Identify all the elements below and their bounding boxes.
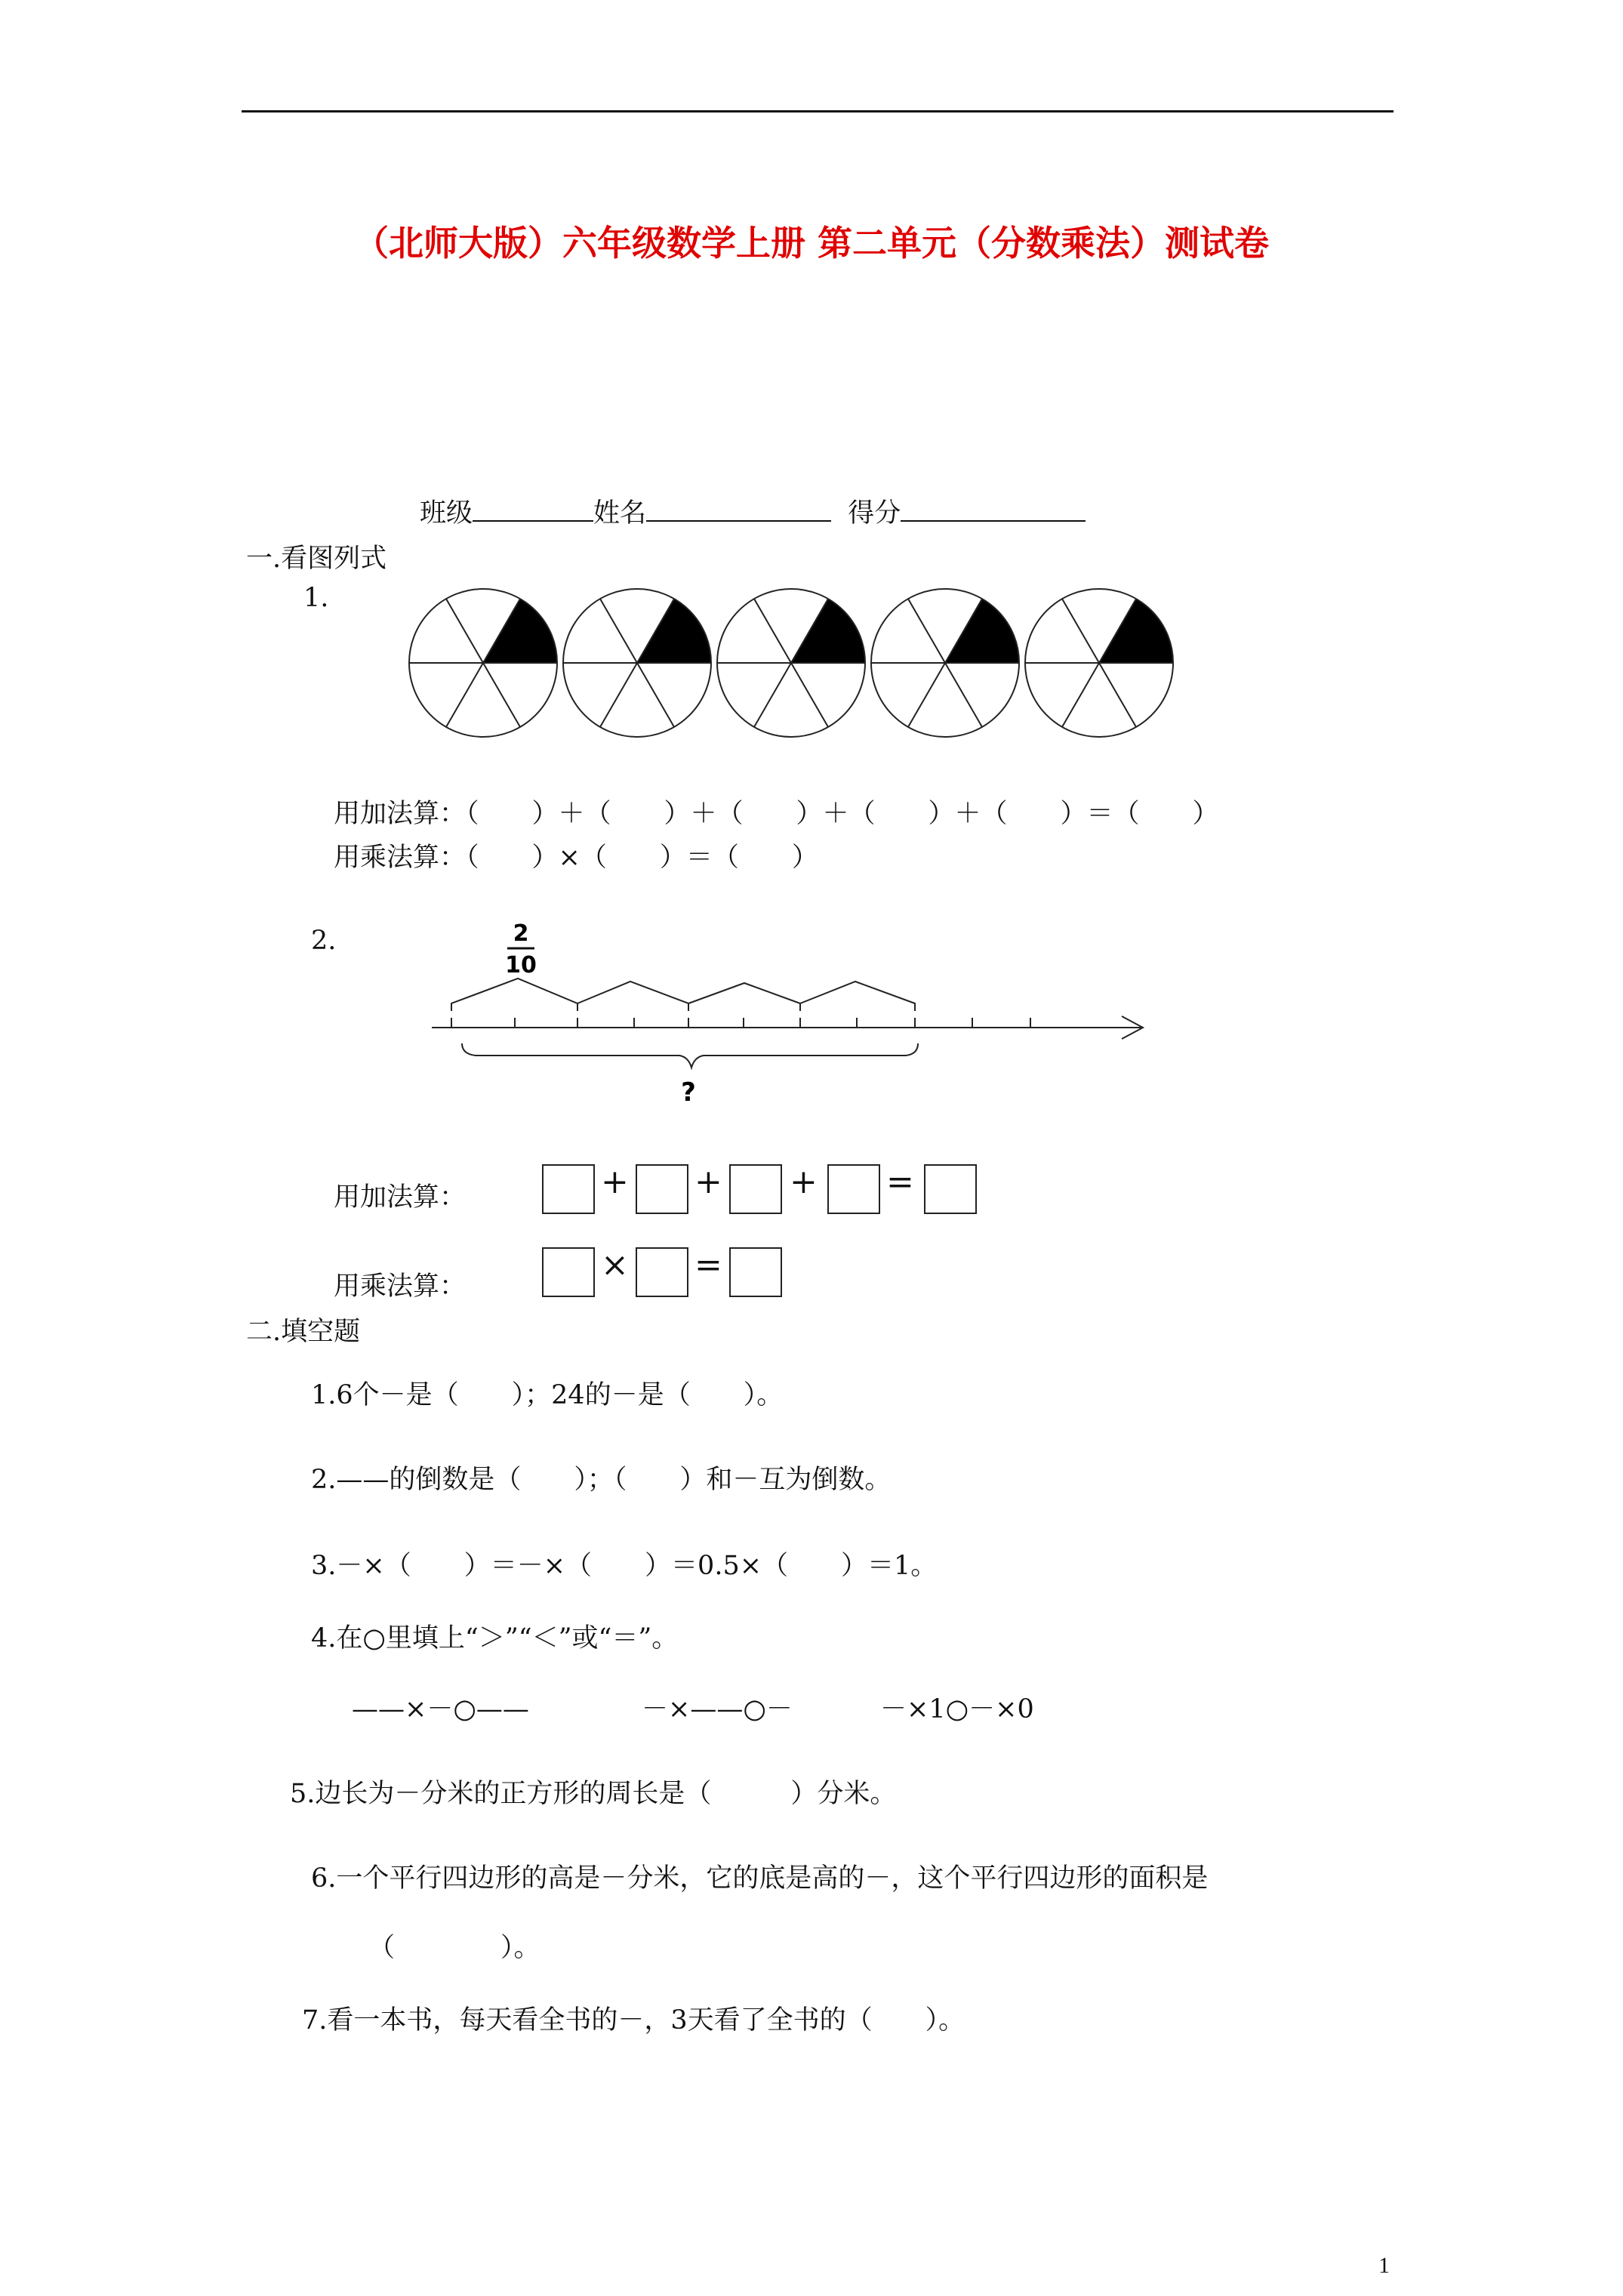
- shaded-sector: [637, 599, 711, 663]
- shaded-sector: [1099, 599, 1173, 663]
- compare-item-3: －×1○－×0: [880, 1694, 1034, 1724]
- pie-circle: [871, 589, 1019, 737]
- times-sign: ×: [601, 1246, 629, 1284]
- plus-sign-2: +: [694, 1163, 722, 1201]
- multiplication-result-box[interactable]: [729, 1247, 782, 1297]
- pie-circle: [409, 589, 557, 737]
- compare-item-2: －×——○－: [642, 1694, 793, 1724]
- addition-box-3[interactable]: [729, 1164, 782, 1214]
- q1-addition-line: 用加法算：（ ）＋（ ）＋（ ）＋（ ）＋（ ）＝（ ）: [334, 799, 1219, 829]
- fill-question-4: 4.在○里填上“＞”“＜”或“＝”。: [311, 1623, 679, 1653]
- q1-number: 1.: [303, 583, 329, 613]
- addition-result-box[interactable]: [924, 1164, 977, 1214]
- addition-box-1[interactable]: [542, 1164, 595, 1214]
- number-line-ticks: [451, 1018, 1030, 1028]
- class-label: 班级: [420, 498, 473, 529]
- q1-multiplication-line: 用乘法算：（ ）×（ ）＝（ ）: [334, 843, 818, 873]
- shaded-sector: [945, 599, 1019, 663]
- jump-arcs: [451, 978, 915, 1011]
- pie-circle: [563, 589, 711, 737]
- pie-circle: [1025, 589, 1173, 737]
- name-blank[interactable]: [646, 498, 831, 522]
- section2-heading: 二.填空题: [246, 1317, 361, 1347]
- fill-question-6-line-2: （ ）。: [368, 1933, 540, 1963]
- multiplication-box-2[interactable]: [636, 1247, 688, 1297]
- q2-addition-label: 用加法算：: [334, 1182, 467, 1213]
- fill-question-1: 1.6个－是（ ）；24的－是（ ）。: [311, 1380, 784, 1410]
- addition-box-4[interactable]: [827, 1164, 880, 1214]
- equals-sign-2: =: [694, 1246, 722, 1284]
- compare-item-1: ——×－○——: [352, 1694, 529, 1724]
- plus-sign-3: +: [790, 1163, 818, 1201]
- fill-question-7: 7.看一本书，每天看全书的－，3天看了全书的（ ）。: [302, 2005, 965, 2036]
- fraction-denominator: 10: [505, 952, 537, 978]
- pie-circles-figure: [408, 584, 1193, 743]
- brace: [462, 1043, 918, 1068]
- name-label: 姓名: [593, 498, 647, 529]
- fill-question-5: 5.边长为－分米的正方形的周长是（ ）分米。: [290, 1779, 897, 1809]
- equals-sign-1: =: [886, 1163, 914, 1201]
- score-blank[interactable]: [901, 498, 1086, 522]
- unknown-question-mark: ?: [681, 1077, 696, 1108]
- shaded-sector: [483, 599, 557, 663]
- fill-question-2: 2.——的倒数是（ ）；（ ）和－互为倒数。: [311, 1465, 892, 1495]
- number-line-figure: [423, 903, 1163, 1122]
- addition-box-2[interactable]: [636, 1164, 688, 1214]
- fill-question-3: 3.－×（ ）＝－×（ ）＝0.5×（ ）＝1。: [311, 1551, 938, 1581]
- fill-question-6-line-1: 6.一个平行四边形的高是－分米，它的底是高的－，这个平行四边形的面积是: [311, 1863, 1209, 1894]
- student-info-line: [420, 492, 1086, 530]
- header-rule: [242, 110, 1394, 112]
- class-blank[interactable]: [473, 498, 593, 522]
- page-title: （北师大版）六年级数学上册 第二单元（分数乘法）测试卷: [353, 223, 1269, 264]
- q2-number: 2.: [311, 926, 337, 956]
- multiplication-box-1[interactable]: [542, 1247, 595, 1297]
- page-number: 1: [1378, 2253, 1390, 2278]
- shaded-sector: [791, 599, 865, 663]
- fraction-numerator: 2: [513, 920, 529, 947]
- pie-circle: [717, 589, 865, 737]
- score-label: 得分: [848, 498, 901, 529]
- plus-sign-1: +: [601, 1163, 629, 1201]
- q2-multiplication-label: 用乘法算：: [334, 1271, 467, 1302]
- section1-heading: 一.看图列式: [246, 544, 387, 574]
